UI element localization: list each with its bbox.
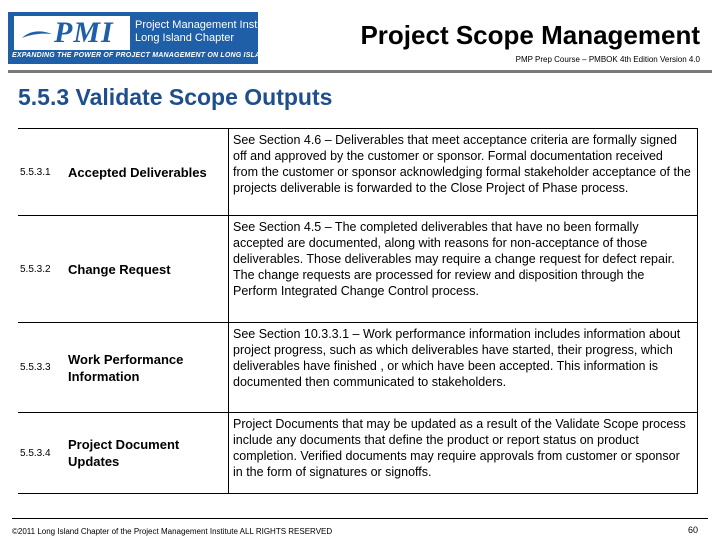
pmi-letters: PMI <box>54 16 114 49</box>
copyright-text: ©2011 Long Island Chapter of the Project Management Institute ALL RIGHTS RESERVED <box>12 527 333 536</box>
footer-divider <box>12 518 708 519</box>
row-description: See Section 4.6 – Deliverables that meet acceptance criteria are formally signed off and approved by the customer or sponsor. Formal documentation received from the customer or sponsor acknowledging formal stakeholder acceptance of the projects deliverable is forwarded to the Close Project of Phase process. <box>228 129 698 215</box>
swoosh-icon <box>20 28 54 42</box>
row-name: Work Performance Information <box>68 351 184 384</box>
section-title: 5.5.3 Validate Scope Outputs <box>18 84 333 110</box>
row-number: 5.5.3.4 <box>20 447 51 459</box>
table-row <box>18 216 698 323</box>
row-number: 5.5.3.3 <box>20 362 51 373</box>
pmi-logo-mark <box>14 16 130 50</box>
outputs-table <box>18 128 698 494</box>
logo-org-line2: Long Island Chapter <box>135 32 235 44</box>
row-number: 5.5.3.1 <box>20 166 51 178</box>
row-description: See Section 10.3.3.1 – Work performance information includes information about project progress, such as which deliverables have started, their progress, which deliverables have finished , or which have been accepted. This information is documented then communicated to stakeholders. <box>228 323 698 412</box>
row-description: See Section 4.5 – The completed deliverables that have no been formally accepted are documented, along with reasons for non-acceptance of those deliverables. Those deliverables may require a change request for defect repair. The change requests are processed for review and disposition through the Perform Integrated Change Control process. <box>228 216 698 322</box>
logo-tagline: EXPANDING THE POWER OF PROJECT MANAGEMENT ON LONG ISLAND <box>12 52 271 59</box>
row-name: Project Document Updates <box>68 437 180 469</box>
row-description: Project Documents that may be updated as a result of the Validate Scope process include any documents that define the product or report status on product completion. Verified documents may require approvals from customer or sponsor in the form of signatures or signoffs. <box>228 413 698 493</box>
table-row <box>18 323 698 413</box>
row-number: 5.5.3.2 <box>20 263 51 275</box>
page-number: 60 <box>687 525 698 535</box>
chapter-logo <box>8 12 279 64</box>
row-name: Change Request <box>68 261 171 277</box>
page-title: Project Scope Management <box>360 20 700 50</box>
logo-org-line1: Project Management Institute <box>135 19 279 31</box>
table-row <box>18 413 698 494</box>
row-name: Accepted Deliverables <box>68 164 207 180</box>
header-divider <box>8 70 712 73</box>
page-subtitle: PMP Prep Course – PMBOK 4th Edition Version 4.0 <box>515 55 700 64</box>
table-row <box>18 128 698 216</box>
